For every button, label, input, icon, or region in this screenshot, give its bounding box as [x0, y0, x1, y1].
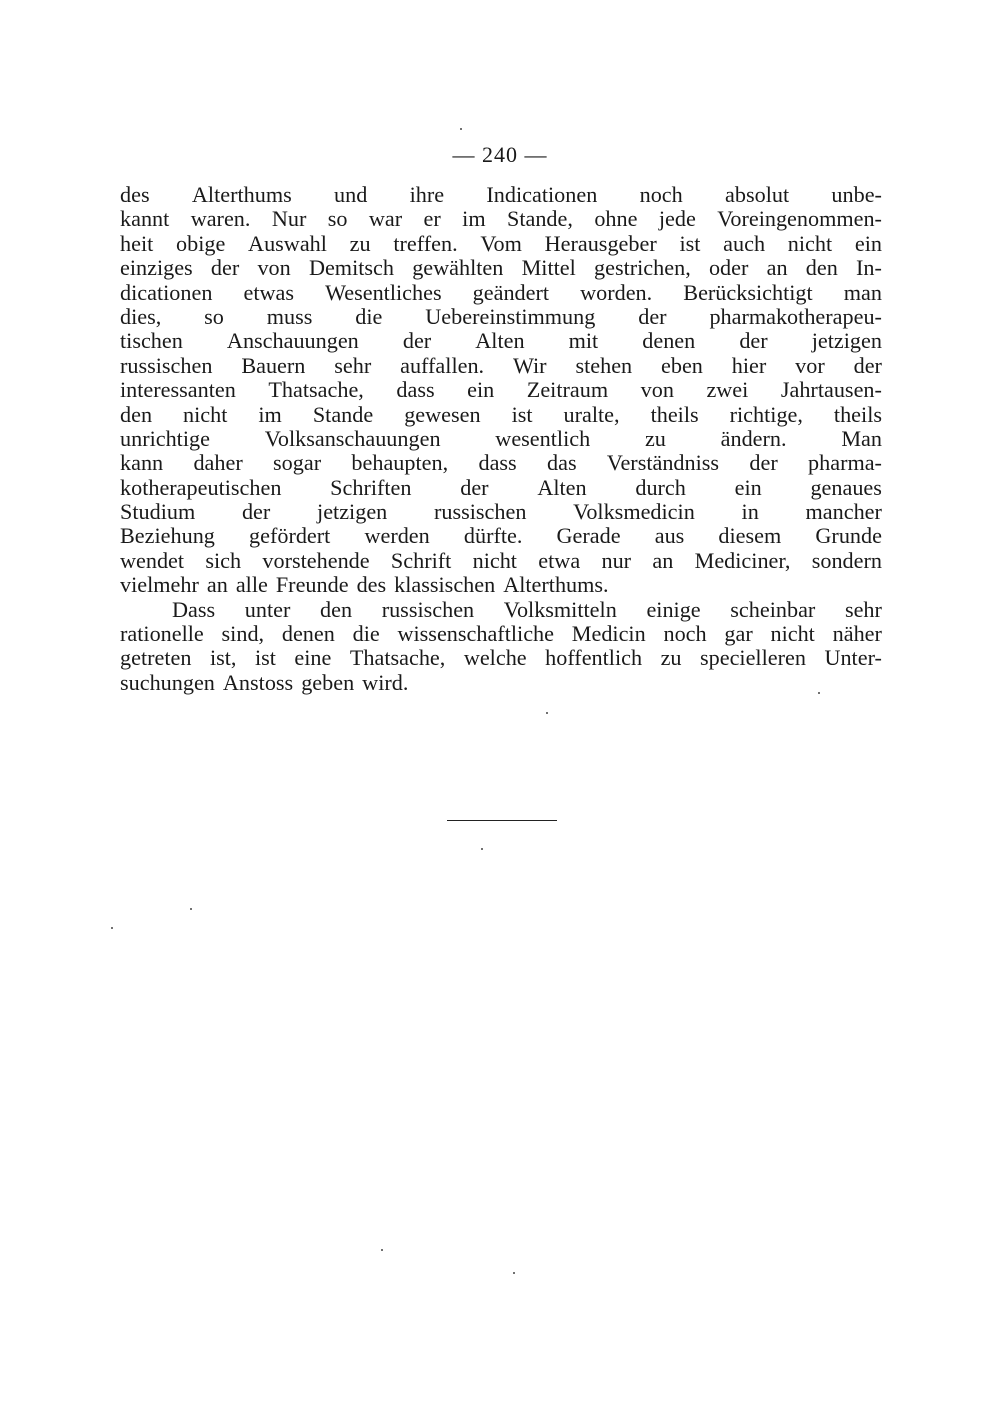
- body-text: [120, 183, 882, 695]
- text-line: kann daher sogar behaupten, dass das Verständniss der pharma-: [120, 450, 882, 476]
- scan-speck: [460, 128, 462, 130]
- text-line: kannt waren. Nur so war er im Stande, ohne jede Voreingenommen-: [120, 206, 882, 232]
- text-line: suchungen Anstoss geben wird.: [120, 669, 409, 695]
- section-separator: [447, 820, 557, 821]
- text-line: Dass unter den russischen Volksmitteln einige scheinbar sehr: [172, 596, 882, 622]
- text-line: des Alterthums und ihre Indicationen noch absolut unbe-: [120, 182, 882, 207]
- scan-speck: [481, 848, 483, 850]
- text-line: interessanten Thatsache, dass ein Zeitraum von zwei Jahrtausen-: [120, 377, 882, 403]
- text-line: Beziehung gefördert werden dürfte. Gerade aus diesem Grunde: [120, 523, 882, 549]
- text-line: kotherapeutischen Schriften der Alten durch ein genaues: [120, 474, 882, 500]
- scan-speck: [190, 908, 192, 910]
- text-line: heit obige Auswahl zu treffen. Vom Herausgeber ist auch nicht ein: [120, 230, 882, 256]
- text-line: wendet sich vorstehende Schrift nicht etwa nur an Mediciner, sondern: [120, 547, 882, 573]
- text-line: tischen Anschauungen der Alten mit denen der jetzigen: [120, 328, 882, 354]
- text-line: unrichtige Volksanschauungen wesentlich zu ändern. Man: [120, 425, 882, 451]
- text-line: Studium der jetzigen russischen Volksmedicin in mancher: [120, 499, 882, 525]
- text-line: einziges der von Demitsch gewählten Mittel gestrichen, oder an den In-: [120, 255, 882, 281]
- text-line: rationelle sind, denen die wissenschaftliche Medicin noch gar nicht näher: [120, 621, 882, 647]
- text-line: den nicht im Stande gewesen ist uralte, theils richtige, theils: [120, 401, 882, 427]
- text-line: dies, so muss die Uebereinstimmung der pharmakotherapeu-: [120, 303, 882, 329]
- text-line: russischen Bauern sehr auffallen. Wir stehen eben hier vor der: [120, 352, 882, 378]
- page-number: — 240 —: [452, 142, 548, 167]
- scan-speck: [111, 927, 113, 929]
- scan-speck: [381, 1249, 383, 1251]
- scan-speck: [513, 1272, 515, 1274]
- text-line: getreten ist, ist eine Thatsache, welche hoffentlich zu specielleren Unter-: [120, 645, 882, 671]
- text-line: vielmehr an alle Freunde des klassischen Alterthums.: [120, 572, 609, 598]
- scan-speck: [818, 692, 820, 694]
- scan-speck: [546, 712, 548, 714]
- text-line: dicationen etwas Wesentliches geändert worden. Berücksichtigt man: [120, 279, 882, 305]
